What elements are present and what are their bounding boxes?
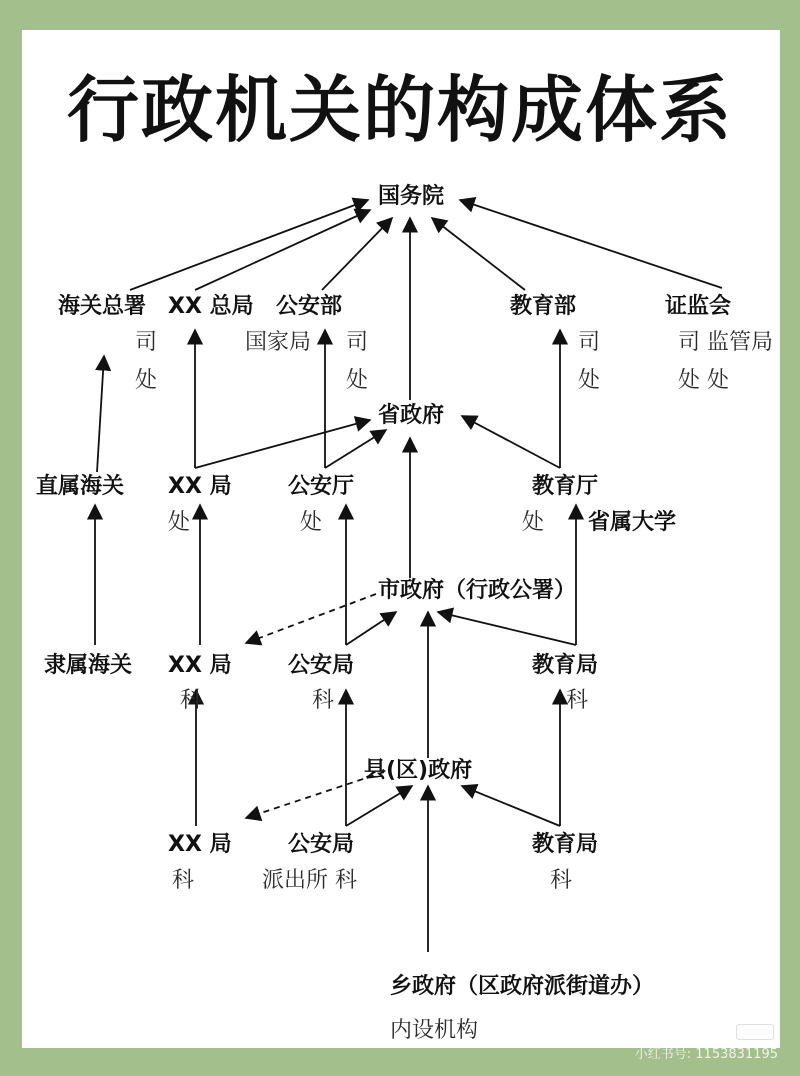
sub-si: 司	[346, 330, 369, 355]
sub-chu: 处	[522, 510, 545, 535]
node-gongan-ju-county: 公安局	[288, 832, 355, 857]
arrow-jiaoyu-ting-to-sheng	[462, 416, 560, 468]
arrow-gonganbu-to-guowuyuan	[322, 218, 392, 290]
sub-si-jianguanju: 司 监管局	[678, 330, 773, 355]
arrow-gongan-ting-to-sheng	[325, 430, 386, 468]
node-zhengjianhui: 证监会	[665, 294, 732, 319]
sub-si: 司	[135, 330, 158, 355]
sub-chu: 处	[346, 368, 369, 393]
arrow-haiguan-to-guowuyuan	[130, 200, 368, 290]
sub-guojiaju: 国家局	[245, 330, 312, 355]
page-title: 行政机关的构成体系	[66, 68, 733, 152]
node-xiangzhengfu: 乡政府（区政府派街道办）	[390, 974, 655, 999]
node-guowuyuan: 国务院	[378, 184, 445, 209]
node-jiaoyu-ting: 教育厅	[532, 474, 599, 499]
node-shengzhengfu: 省政府	[378, 403, 445, 428]
arrow-gongan-county-to-xian	[346, 786, 412, 826]
node-jiaoyubu: 教育部	[510, 294, 577, 319]
node-gonganbu: 公安部	[276, 294, 343, 319]
node-shizhengfu: 市政府（行政公署）	[378, 578, 577, 603]
sub-chu: 处	[168, 510, 191, 535]
node-xx-ju-prov: XX 局	[168, 474, 232, 499]
sub-ke: 科	[566, 688, 589, 713]
node-xx-ju-county: XX 局	[168, 832, 232, 857]
arrow-xx-to-guowuyuan	[195, 210, 370, 290]
sub-chu: 处	[135, 368, 158, 393]
node-jiaoyu-ju-county: 教育局	[532, 832, 599, 857]
node-gongan-ting: 公安厅	[288, 474, 355, 499]
node-shengshu-daxue: 省属大学	[588, 510, 677, 535]
sub-si: 司	[578, 330, 601, 355]
node-haiguan-zongshu: 海关总署	[58, 294, 147, 319]
node-xx-zongju: XX 总局	[168, 294, 254, 319]
sub-ke: 科	[312, 688, 335, 713]
node-zhishu-haiguan: 直属海关	[36, 474, 125, 499]
watermark-text: 小红书号: 1153831195	[634, 1047, 778, 1062]
arrow-gongan-ju-to-shi	[346, 612, 396, 645]
node-xx-ju-city: XX 局	[168, 653, 232, 678]
watermark-logo	[736, 1024, 774, 1040]
sub-chu: 处	[300, 510, 323, 535]
node-xianzhengfu: 县(区)政府	[364, 758, 473, 783]
sub-chu-chu: 处 处	[678, 368, 729, 393]
node-jiaoyu-ju-city: 教育局	[532, 653, 599, 678]
arrow-jiaoyu-ju-to-shi	[438, 612, 576, 645]
sub-paichusuo-ke: 派出所 科	[262, 868, 357, 893]
node-gongan-ju-city: 公安局	[288, 653, 355, 678]
arrow-xxju-to-sheng	[195, 420, 370, 468]
arrow-jiaoyubu-to-guowuyuan	[432, 218, 525, 290]
sub-chu: 处	[578, 368, 601, 393]
arrow-zhishu-to-haiguan	[97, 356, 104, 472]
sub-ke: 科	[550, 868, 573, 893]
node-neishe-jigou: 内设机构	[390, 1018, 479, 1043]
node-lishu-haiguan: 隶属海关	[44, 653, 133, 678]
sub-ke: 科	[180, 688, 203, 713]
arrow-jiaoyu-county-to-xian	[462, 786, 560, 826]
dashed-arrow-shi-to-xxju	[246, 594, 376, 643]
arrow-zhengjianhui-to-guowuyuan	[460, 200, 722, 288]
sub-ke: 科	[172, 868, 195, 893]
